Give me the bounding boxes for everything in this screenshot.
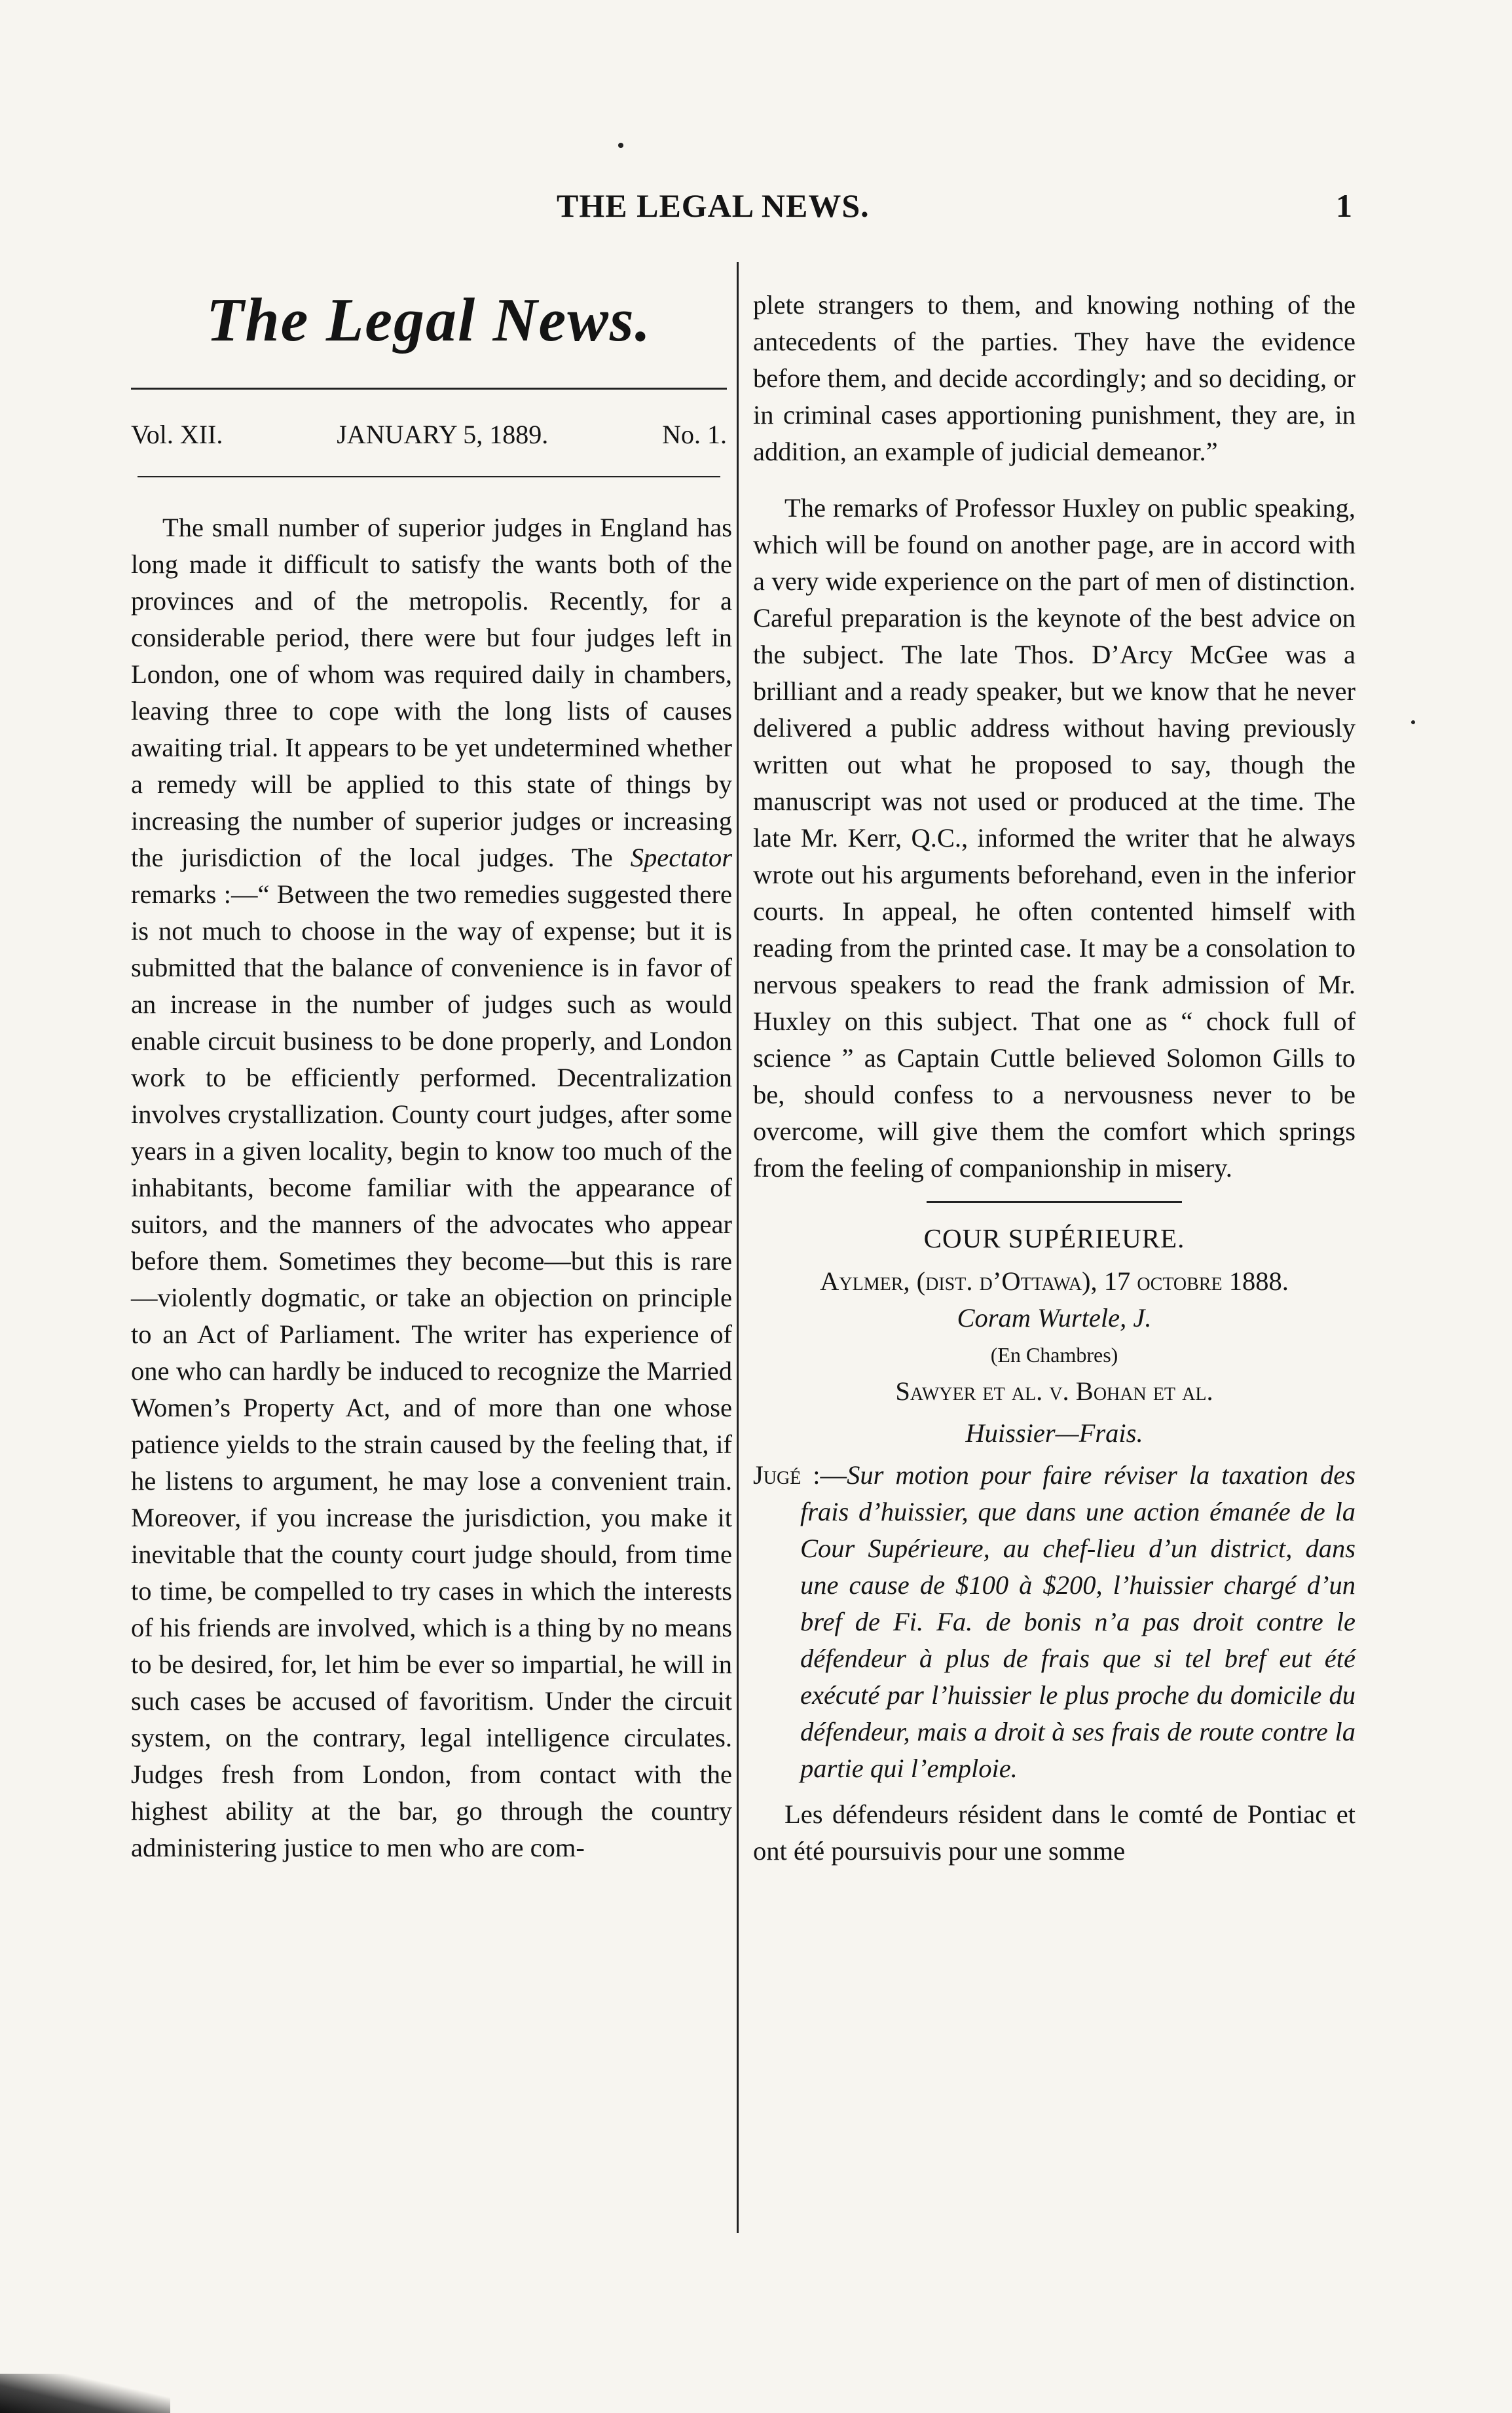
- print-speck: [1411, 720, 1415, 724]
- case-parties: Sawyer et al. v. Bohan et al.: [895, 1376, 1213, 1406]
- left-column: [131, 509, 732, 1866]
- section-rule-2: [927, 1201, 1182, 1203]
- issue-number: No. 1.: [662, 420, 727, 449]
- running-title: THE LEGAL NEWS.: [557, 187, 870, 224]
- case-body: Les défendeurs résident dans le comté de Pontiac et ont été poursuivis pour une somme: [753, 1799, 1355, 1866]
- right-column: [753, 287, 1355, 1870]
- held-text: Sur motion pour faire réviser la taxation des frais d’huissier, que dans une action émanée de la Cour Supérieure, au chef-lieu d’un district, dans une cause de $100 à $200, l’huissier chargé d’un bref de Fi. Fa. de bonis n’a pas droit contre le défendeur à plus de frais que si tel bref eut été exécuté par l’huissier le plus proche du domicile du défendeur, mais a droit à ses frais de route contre la partie qui l’emploie.: [800, 1460, 1355, 1783]
- page-number: 1: [1336, 187, 1352, 224]
- case-subject: Huissier—Frais.: [965, 1418, 1143, 1448]
- article-judges: [131, 509, 732, 1866]
- held-label: Jugé :—: [753, 1460, 847, 1490]
- masthead-rule-bottom: [138, 476, 720, 477]
- article-huxley: The remarks of Professor Huxley on public speaking, which will be found on another page, are in accord with a very wide experience on the part of men of distinction. Careful preparation is the keynote of the best advice on the subject. The late Thos. D’Arcy McGee was a brilliant and a ready speaker, but we know that he never delivered a public address without having previously written out what he proposed to say, though the manuscript was not used or produced at the time. The late Mr. Kerr, Q.C., informed the writer that he always wrote out his arguments beforehand, even in the inferior courts. In appeal, he often contented himself with reading from the printed case. It may be a consolation to nervous speakers to read the frank admission of Mr. Huxley on this subject. That one as “ chock full of science ” as Captain Cuttle believed Solomon Gills to be, should confess to a nervousness never to be overcome, will give them the comfort which springs from the feeling of companionship in misery.: [753, 493, 1355, 1183]
- volume-number: Vol. XII.: [131, 420, 223, 449]
- article-judges-text-2: remarks :—“ Between the two remedies suggested there is not much to choose in the way of expense; but it is submitted that the balance of convenience is in favor of an increase in the number of judges such as would enable circuit business to be done properly, and London work to be efficiently performed. Decentralization involves crystallization. County court judges, after some years in a given locality, begin to know too much of the inhabitants, become familiar with the appearance of suitors, and the manners of the advocates who appear before them. Sometimes they become—but this is rare—violently dogmatic, or take an objection on principle to an Act of Parliament. The writer has experience of one who can hardly be induced to recognize the Married Women’s Property Act, and of more than one whose patience yields to the strain caused by the feeling that, if he listens to argument, he may lose a convenient train. Moreover, if you increase the jurisdiction, you make it inevitable that the county court judge should, from time to time, be compelled to try cases in which the interests of his friends are involved, which is a thing by no means to be desired, for, let him be ever so impartial, he will in such cases be accused of favoritism. Under the circuit system, on the contrary, legal intelligence circulates. Judges fresh from London, from contact with the highest ability at the bar, go through the country administering justice to men who are com-: [131, 879, 732, 1862]
- article-judges-continuation: plete strangers to them, and knowing nothing of the antecedents of the parties. They have the evidence before them, and decide accordingly; and so deciding, or in criminal cases apportioning punishment, they are, in addition, an example of judicial demeanor.”: [753, 290, 1355, 466]
- issue-line: [131, 419, 727, 450]
- issue-date: JANUARY 5, 1889.: [337, 420, 549, 449]
- column-divider: [737, 262, 739, 2233]
- print-speck: [618, 143, 623, 148]
- case-coram: Coram Wurtele, J.: [957, 1303, 1152, 1333]
- binding-shadow: [0, 2374, 170, 2413]
- court-heading: COUR SUPÉRIEURE.: [923, 1223, 1185, 1253]
- case-place-date: Aylmer, (dist. d’Ottawa), 17 octobre 1888.: [820, 1266, 1289, 1296]
- case-held: [753, 1457, 1355, 1787]
- masthead-title: The Legal News.: [206, 286, 652, 354]
- article-judges-text-1: The small number of superior judges in England has long made it difficult to satisfy the wants both of the provinces and of the metropolis. Recently, for a considerable period, there were but four judges left in London, one of whom was required daily in chambers, leaving three to cope with the long lists of causes awaiting trial. It appears to be yet undetermined whether a remedy will be applied to this state of things by increasing the number of superior judges or increasing the jurisdiction of the local judges. The: [131, 513, 732, 872]
- masthead-rule-top: [131, 388, 727, 390]
- spectator-title: Spectator: [630, 843, 732, 872]
- case-chambers: (En Chambres): [990, 1343, 1118, 1367]
